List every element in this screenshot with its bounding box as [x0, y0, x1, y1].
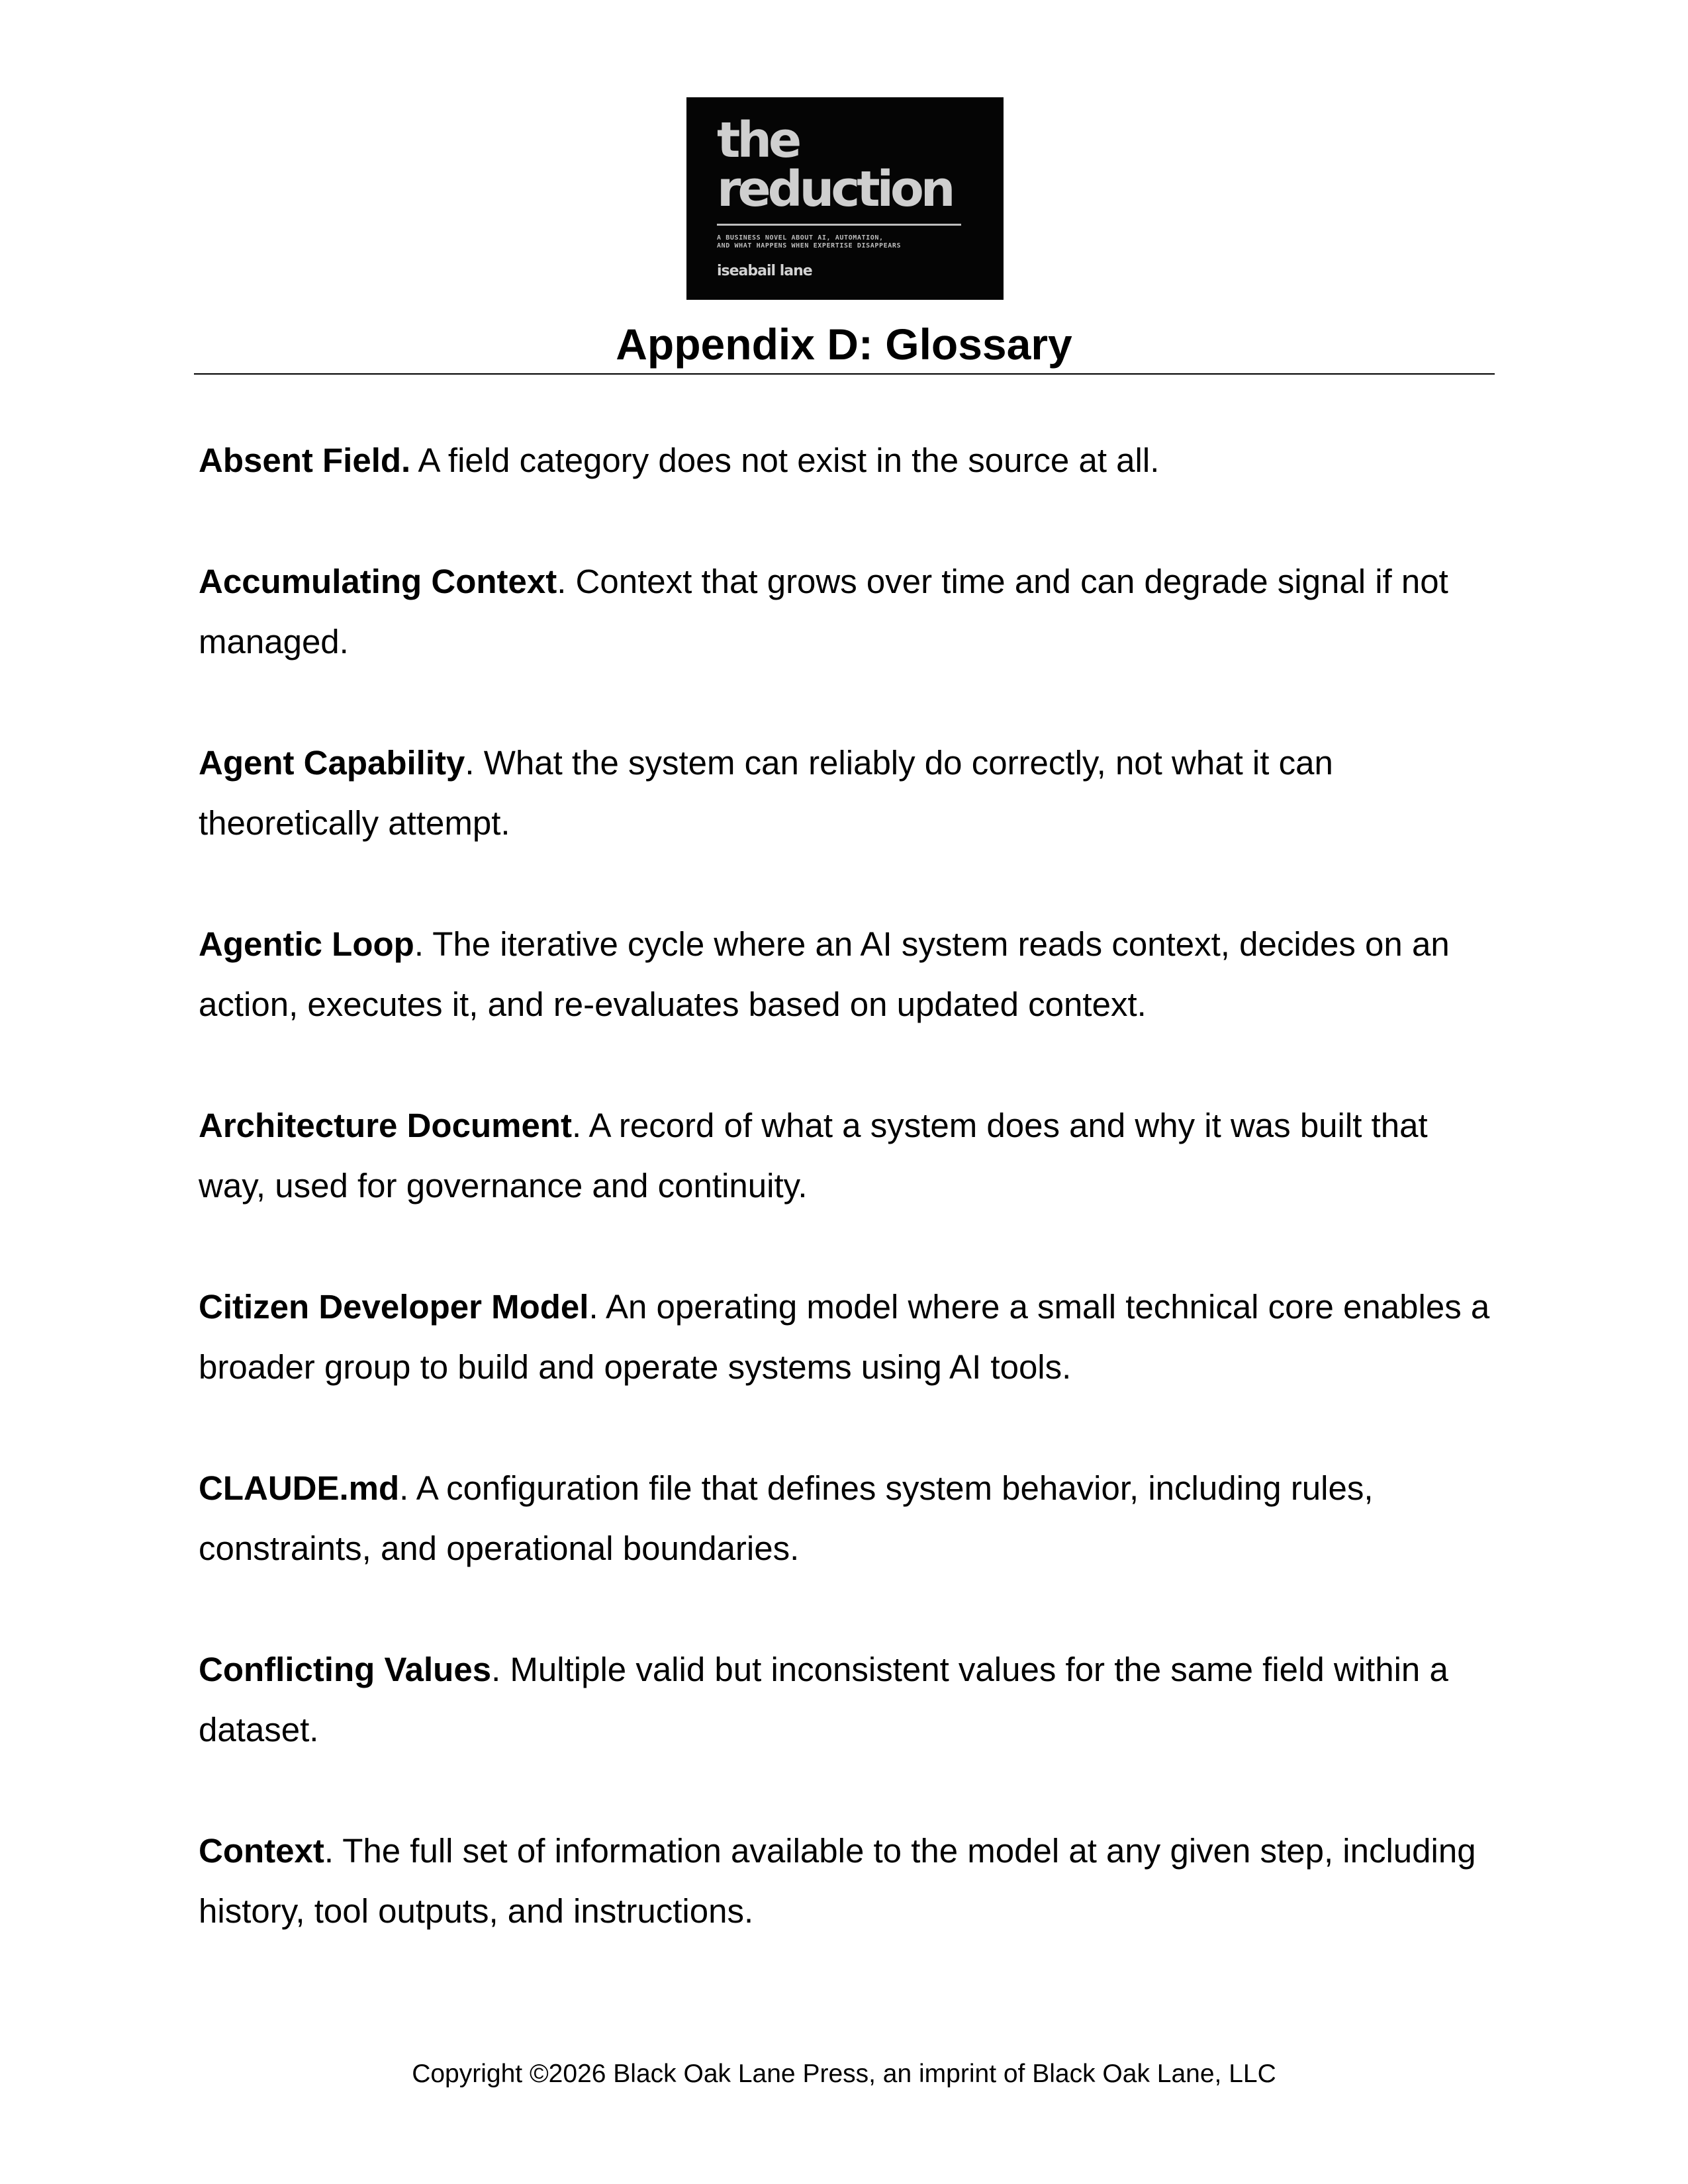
glossary-definition: . A record of what a system does and why it was built that way, used for governance and continuity. [199, 1107, 1428, 1205]
glossary-term: CLAUDE.md [199, 1469, 400, 1507]
glossary-definition: . Multiple valid but inconsistent values for the same field within a dataset. [199, 1651, 1448, 1749]
glossary-term: Agent Capability [199, 744, 465, 782]
glossary-definition: . What the system can reliably do correctly, not what it can theoretically attempt. [199, 744, 1333, 842]
glossary-term: Context [199, 1832, 324, 1870]
logo-title-line-2: reduction [717, 161, 953, 218]
glossary-entry [199, 733, 1496, 853]
glossary-entry [199, 551, 1496, 672]
glossary-entry [199, 1639, 1496, 1760]
copyright-footer: Copyright ©2026 Black Oak Lane Press, an imprint of Black Oak Lane, LLC [412, 2060, 1276, 2088]
logo-tagline [717, 234, 901, 250]
glossary-definition: . An operating model where a small technical core enables a broader group to build and operate systems using AI tools. [199, 1288, 1490, 1386]
glossary-term: Accumulating Context [199, 563, 557, 600]
glossary-definition: . The iterative cycle where an AI system reads context, decides on an action, executes it, and re-evaluates based on updated context. [199, 925, 1450, 1023]
glossary-definition: . The full set of information available to the model at any given step, including history, tool outputs, and instructions. [199, 1832, 1476, 1930]
glossary-term: Agentic Loop [199, 925, 414, 963]
glossary-entry [199, 430, 1496, 490]
glossary-term: Absent Field. [199, 441, 411, 479]
logo-tagline-line-2: AND WHAT HAPPENS WHEN EXPERTISE DISAPPEARS [717, 242, 902, 250]
glossary-term: Architecture Document [199, 1107, 572, 1144]
glossary-term: Conflicting Values [199, 1651, 492, 1688]
logo-tagline-line-1: A BUSINESS NOVEL ABOUT AI, AUTOMATION, [717, 234, 884, 242]
book-cover-logo [686, 97, 1004, 300]
logo-divider [717, 224, 961, 226]
glossary-definition: A field category does not exist in the source at all. [410, 441, 1160, 479]
glossary-entry [199, 1458, 1496, 1578]
glossary-entry [199, 1821, 1496, 1941]
glossary-entry [199, 914, 1496, 1034]
glossary-entry [199, 1277, 1496, 1397]
glossary-definition: . A configuration file that defines system behavior, including rules, constraints, and operational boundaries. [199, 1469, 1374, 1567]
title-divider [194, 373, 1495, 375]
glossary-term: Citizen Developer Model [199, 1288, 589, 1326]
logo-title-line-1: the [717, 112, 799, 169]
logo-author: iseabail lane [717, 263, 812, 279]
glossary-list [199, 430, 1496, 2002]
glossary-entry [199, 1095, 1496, 1216]
glossary-definition: . Context that grows over time and can degrade signal if not managed. [199, 563, 1448, 660]
page-title: Appendix D: Glossary [616, 320, 1072, 369]
